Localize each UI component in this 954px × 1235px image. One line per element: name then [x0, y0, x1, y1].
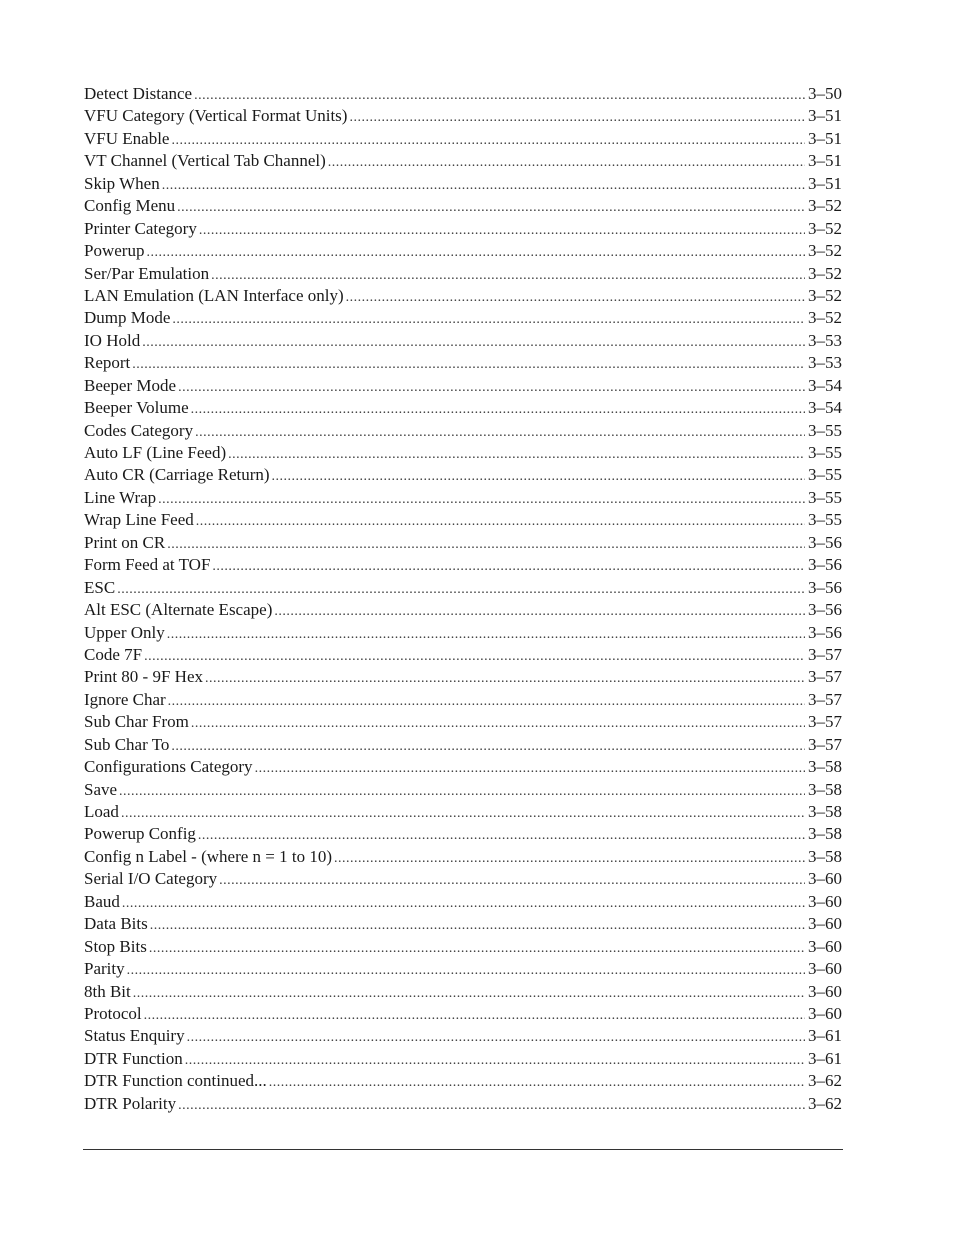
toc-entry-title: Powerup	[84, 241, 145, 261]
toc-entry[interactable]	[84, 1003, 842, 1025]
toc-entry-page-number: 3–51	[808, 128, 842, 148]
toc-dot-leader	[269, 1072, 805, 1092]
toc-dot-leader	[121, 803, 805, 823]
toc-entry-title: Print 80 - 9F Hex	[84, 667, 203, 687]
toc-entry[interactable]	[84, 195, 842, 217]
toc-entry[interactable]	[84, 150, 842, 172]
toc-entry-title: Line Wrap	[84, 487, 157, 507]
toc-entry-page-number: 3–62	[808, 1093, 842, 1113]
toc-entry[interactable]	[84, 1048, 842, 1070]
toc-entry[interactable]	[84, 442, 842, 464]
toc-dot-leader	[149, 938, 805, 958]
toc-entry-title: Baud	[84, 891, 120, 911]
toc-entry[interactable]	[84, 711, 842, 733]
toc-entry[interactable]	[84, 913, 842, 935]
toc-entry[interactable]	[84, 352, 842, 374]
toc-entry-page-number: 3–57	[808, 712, 842, 732]
toc-entry-page-number: 3–55	[808, 443, 842, 462]
toc-entry-title: LAN Emulation (LAN Interface only)	[84, 285, 344, 305]
toc-entry-page-number: 3–54	[808, 375, 842, 395]
toc-dot-leader	[219, 870, 805, 890]
toc-entry-page-number: 3–52	[808, 308, 842, 328]
toc-dot-leader	[191, 713, 805, 733]
toc-dot-leader	[119, 781, 805, 801]
toc-entry-title: Config Menu	[84, 196, 176, 216]
toc-entry-title: Powerup Config	[84, 824, 196, 844]
toc-dot-leader	[272, 466, 805, 486]
toc-entry-page-number: 3–52	[808, 285, 842, 305]
toc-dot-leader	[328, 152, 805, 172]
toc-entry-page-number: 3–52	[808, 241, 842, 261]
toc-entry-title: ESC	[84, 577, 116, 597]
toc-entry-page-number: 3–60	[808, 869, 842, 889]
toc-entry-title: DTR Function continued...	[84, 1071, 267, 1091]
toc-entry-title: Load	[84, 802, 119, 821]
toc-entry-title: Wrap Line Feed	[84, 510, 194, 530]
toc-dot-leader	[205, 668, 805, 688]
toc-entry-title: Beeper Volume	[84, 398, 189, 418]
toc-entry[interactable]	[84, 891, 842, 913]
toc-entry-page-number: 3–51	[808, 173, 842, 193]
toc-entry[interactable]	[84, 846, 842, 868]
toc-entry-page-number: 3–57	[808, 689, 842, 709]
toc-dot-leader	[195, 422, 805, 442]
toc-entry[interactable]	[84, 756, 842, 778]
toc-entry-page-number: 3–57	[808, 667, 842, 687]
toc-entry[interactable]	[84, 128, 842, 150]
toc-entry[interactable]	[84, 509, 842, 531]
toc-entry-title: DTR Polarity	[84, 1093, 177, 1113]
toc-entry-title: Stop Bits	[84, 936, 147, 956]
toc-entry-page-number: 3–61	[808, 1026, 842, 1046]
toc-entry[interactable]	[84, 981, 842, 1003]
toc-entry-page-number: 3–58	[808, 824, 842, 844]
toc-entry-page-number: 3–58	[808, 846, 842, 866]
toc-dot-leader	[172, 309, 805, 329]
toc-entry-page-number: 3–58	[808, 779, 842, 799]
toc-entry-page-number: 3–58	[808, 757, 842, 777]
toc-entry-page-number: 3–53	[808, 353, 842, 373]
toc-entry-page-number: 3–56	[808, 555, 842, 575]
toc-dot-leader	[171, 130, 805, 150]
toc-entry[interactable]	[84, 823, 842, 845]
toc-entry-page-number: 3–56	[808, 532, 842, 552]
toc-entry[interactable]	[84, 958, 842, 980]
toc-entry-page-number: 3–60	[808, 981, 842, 1001]
toc-entry-page-number: 3–62	[808, 1071, 842, 1091]
toc-entry-page-number: 3–55	[808, 420, 842, 440]
toc-entry[interactable]	[84, 689, 842, 711]
toc-entry[interactable]	[84, 464, 842, 486]
toc-dot-leader	[146, 242, 805, 262]
toc-entry-title: Skip When	[84, 173, 160, 193]
toc-entry[interactable]	[84, 554, 842, 576]
toc-entry[interactable]	[84, 218, 842, 240]
toc-entry-page-number: 3–56	[808, 577, 842, 597]
toc-entry-page-number: 3–60	[808, 959, 842, 979]
toc-entry-title: Ser/Par Emulation	[84, 263, 210, 283]
toc-entry[interactable]	[84, 1025, 842, 1047]
toc-dot-leader	[349, 107, 805, 127]
toc-entry-title: Ignore Char	[84, 689, 166, 709]
toc-entry-title: IO Hold	[84, 330, 141, 350]
toc-dot-leader	[122, 893, 805, 913]
toc-dot-leader	[211, 265, 805, 285]
toc-entry[interactable]	[84, 734, 842, 756]
toc-entry-title: Auto CR (Carriage Return)	[84, 465, 270, 485]
toc-entry-page-number: 3–56	[808, 622, 842, 642]
toc-dot-leader	[196, 511, 805, 531]
toc-entry[interactable]	[84, 622, 842, 644]
toc-entry-page-number: 3–53	[808, 330, 842, 350]
toc-entry[interactable]	[84, 532, 842, 554]
toc-dot-leader	[171, 736, 805, 756]
toc-entry-title: Data Bits	[84, 914, 148, 934]
toc-dot-leader	[168, 691, 805, 711]
toc-entry[interactable]	[84, 173, 842, 195]
toc-entry-title: Beeper Mode	[84, 375, 177, 395]
toc-dot-leader	[274, 601, 805, 621]
toc-dot-leader	[144, 1005, 805, 1025]
toc-entry-title: Sub Char From	[84, 712, 189, 732]
toc-entry-page-number: 3–60	[808, 1003, 842, 1023]
toc-entry[interactable]	[84, 936, 842, 958]
toc-entry-page-number: 3–57	[808, 734, 842, 754]
toc-entry-title: Code 7F	[84, 644, 143, 664]
toc-entry-page-number: 3–51	[808, 106, 842, 126]
toc-dot-leader	[185, 1050, 805, 1070]
toc-dot-leader	[199, 220, 805, 240]
toc-entry-title: Auto LF (Line Feed)	[84, 443, 227, 462]
toc-entry-page-number: 3–52	[808, 218, 842, 238]
toc-entry-page-number: 3–52	[808, 263, 842, 283]
toc-entry[interactable]	[84, 105, 842, 127]
toc-entry-title: Serial I/O Category	[84, 869, 218, 889]
toc-dot-leader	[178, 1095, 805, 1115]
toc-entry-page-number: 3–55	[808, 465, 842, 485]
toc-entry-title: 8th Bit	[84, 981, 131, 1001]
toc-entry-page-number: 3–55	[808, 487, 842, 507]
toc-entry[interactable]	[84, 397, 842, 419]
toc-dot-leader	[191, 399, 805, 419]
footer-rule	[83, 1149, 843, 1150]
toc-entry-page-number: 3–57	[808, 644, 842, 664]
toc-entry-page-number: 3–51	[808, 151, 842, 171]
toc-entry-title: VT Channel (Vertical Tab Channel)	[84, 151, 326, 171]
toc-entry[interactable]	[84, 307, 842, 329]
toc-entry-title: Print on CR	[84, 532, 166, 552]
toc-dot-leader	[133, 983, 805, 1003]
toc-dot-leader	[132, 354, 805, 374]
toc-entry[interactable]	[84, 599, 842, 621]
toc-entry-title: VFU Category (Vertical Format Units)	[84, 106, 348, 126]
toc-entry[interactable]	[84, 375, 842, 397]
toc-entry-title: Report	[84, 353, 131, 373]
toc-dot-leader	[212, 556, 805, 576]
toc-entry-title: DTR Function	[84, 1048, 183, 1068]
toc-entry-title: Status Enquiry	[84, 1026, 185, 1046]
toc-entry[interactable]	[84, 240, 842, 262]
toc-entry-page-number: 3–56	[808, 600, 842, 620]
toc-dot-leader	[346, 287, 805, 307]
toc-entry[interactable]	[84, 285, 842, 307]
toc-dot-leader	[150, 915, 805, 935]
toc-entry[interactable]	[84, 487, 842, 509]
toc-entry-title: Form Feed at TOF	[84, 555, 211, 575]
toc-entry-title: Sub Char To	[84, 734, 170, 754]
toc-dot-leader	[198, 825, 805, 845]
toc-entry-title: Upper Only	[84, 622, 165, 642]
toc-entry-title: Save	[84, 779, 118, 799]
toc-entry-title: Dump Mode	[84, 308, 171, 328]
toc-entry-page-number: 3–55	[808, 510, 842, 530]
toc-dot-leader	[167, 534, 805, 554]
toc-entry-page-number: 3–52	[808, 196, 842, 216]
toc-dot-leader	[228, 444, 805, 464]
toc-entry-title: Config n Label - (where n = 1 to 10)	[84, 846, 332, 866]
toc-entry-title: VFU Enable	[84, 128, 170, 148]
toc-dot-leader	[117, 579, 805, 599]
toc-dot-leader	[158, 489, 805, 509]
toc-entry[interactable]	[84, 644, 842, 666]
toc-dot-leader	[194, 85, 805, 105]
toc-entry-title: Protocol	[84, 1003, 142, 1023]
toc-entry-page-number: 3–58	[808, 802, 842, 821]
toc-entry-title: Codes Category	[84, 420, 194, 440]
toc-entry-page-number: 3–60	[808, 914, 842, 934]
toc-entry[interactable]	[84, 666, 842, 688]
toc-entry[interactable]	[84, 779, 842, 801]
toc-dot-leader	[144, 646, 805, 666]
toc-dot-leader	[167, 624, 805, 644]
toc-entry-title: Printer Category	[84, 218, 197, 238]
toc-dot-leader	[162, 175, 805, 195]
toc-entry[interactable]	[84, 577, 842, 599]
toc-entry-page-number: 3–61	[808, 1048, 842, 1068]
toc-entry-page-number: 3–50	[808, 84, 842, 103]
toc-dot-leader	[127, 960, 805, 980]
toc-dot-leader	[142, 332, 805, 352]
toc-entry[interactable]	[84, 801, 842, 823]
table-of-contents	[84, 83, 842, 1115]
toc-entry[interactable]	[84, 1093, 842, 1115]
toc-dot-leader	[334, 848, 805, 868]
toc-entry-title: Detect Distance	[84, 84, 193, 103]
toc-dot-leader	[255, 758, 805, 778]
toc-entry[interactable]	[84, 330, 842, 352]
toc-entry[interactable]	[84, 263, 842, 285]
toc-entry[interactable]	[84, 1070, 842, 1092]
toc-entry-title: Parity	[84, 959, 125, 979]
toc-entry-page-number: 3–60	[808, 936, 842, 956]
toc-entry-title: Alt ESC (Alternate Escape)	[84, 600, 273, 620]
toc-dot-leader	[187, 1027, 805, 1047]
toc-entry[interactable]	[84, 868, 842, 890]
toc-entry-page-number: 3–54	[808, 398, 842, 418]
toc-dot-leader	[178, 377, 805, 397]
toc-entry[interactable]	[84, 83, 842, 105]
toc-entry[interactable]	[84, 420, 842, 442]
toc-entry-page-number: 3–60	[808, 891, 842, 911]
toc-entry-title: Configurations Category	[84, 757, 253, 777]
toc-dot-leader	[177, 197, 805, 217]
